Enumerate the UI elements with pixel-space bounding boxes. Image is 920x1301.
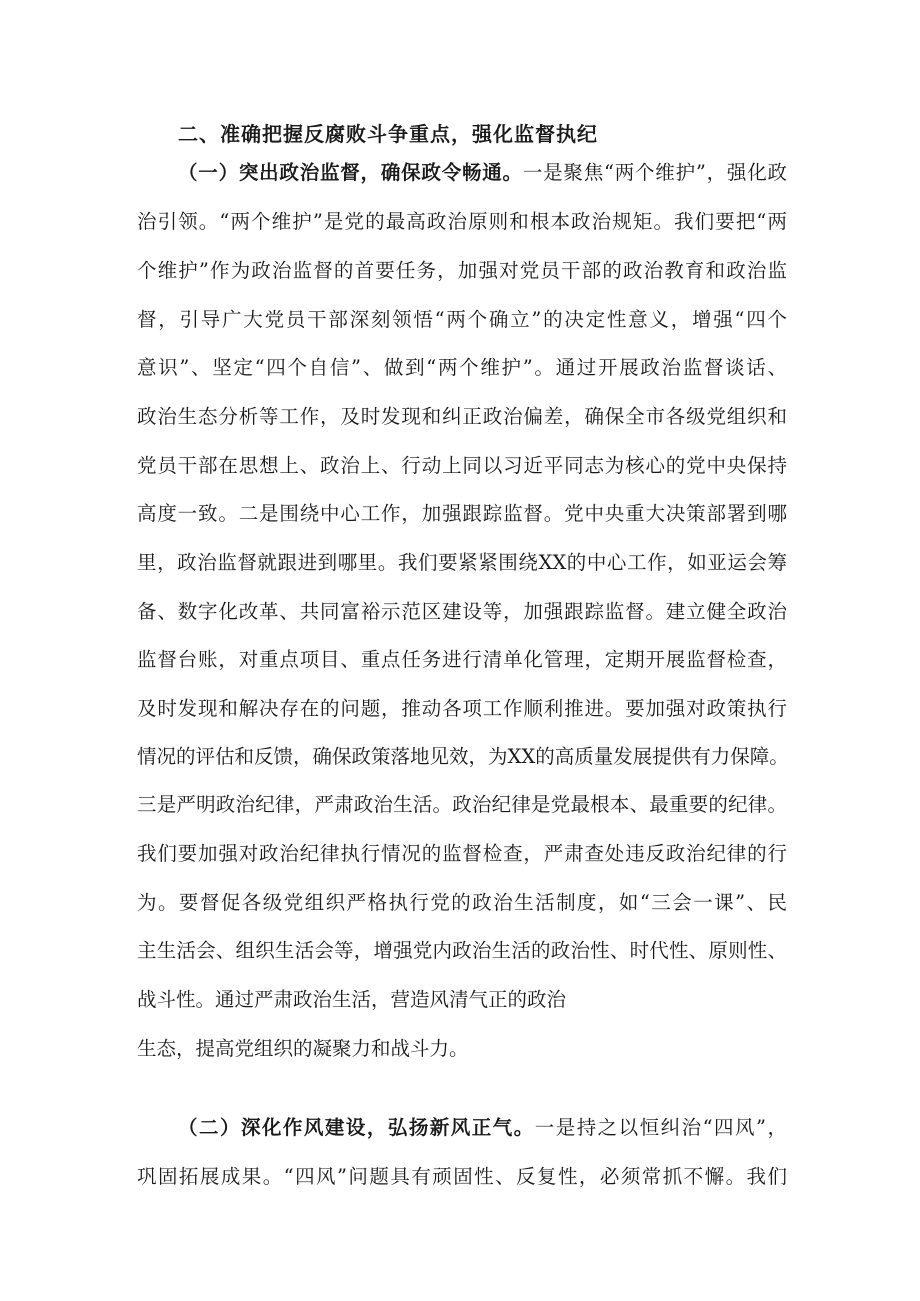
paragraph-1-line-10: 备、数字化改革、共同富裕示范区建设等，加强跟踪监督。建立健全政治: [137, 600, 787, 623]
paragraph-1-line-12: 及时发现和解决存在的问题，推动各项工作顺利推进。要加强对政策执行: [137, 697, 787, 720]
paragraph-1-line-5: 意识”、坚定“四个自信”、做到“两个维护”。通过开展政治监督谈话、: [137, 356, 787, 379]
paragraph-1-line-14: 三是严明政治纪律，严肃政治生活。政治纪律是党最根本、最重要的纪律。: [137, 793, 787, 816]
paragraph-1-line-2: 治引领。“两个维护”是党的最高政治原则和根本政治规矩。我们要把“两: [137, 210, 787, 233]
paragraph-2-line-1-text: 一是持之以恒纠治“四风”，: [534, 1116, 787, 1139]
paragraph-1-line-9: 里，政治监督就跟进到哪里。我们要紧紧围绕XX的中心工作，如亚运会筹: [137, 551, 787, 574]
paragraph-1-line-13: 情况的评估和反馈，确保政策落地见效，为XX的高质量发展提供有力保障。: [137, 745, 789, 768]
paragraph-1-line-18: 战斗性。通过严肃政治生活，营造风清气正的政治: [137, 988, 567, 1011]
paragraph-1-line-19: 生态，提高党组织的凝聚力和战斗力。: [137, 1037, 469, 1060]
section-heading: 二、准确把握反腐败斗争重点，强化监督执纪: [178, 122, 598, 146]
paragraph-1-line-8: 高度一致。二是围绕中心工作，加强跟踪监督。党中央重大决策部署到哪: [137, 502, 787, 525]
paragraph-2-line-1: [178, 1113, 787, 1143]
paragraph-2-lead: （二）深化作风建设，弘扬新风正气。: [178, 1116, 535, 1139]
paragraph-2-line-2: 巩固拓展成果。“四风”问题具有顽固性、反复性，必须常抓不懈。我们: [137, 1165, 787, 1188]
paragraph-1-line-1-text: 一是聚焦“两个维护”，强化政: [522, 161, 787, 184]
paragraph-1-line-4: 督，引导广大党员干部深刻领悟“两个确立”的决定性意义，增强“四个: [137, 308, 787, 331]
paragraph-1-line-6: 政治生态分析等工作，及时发现和纠正政治偏差，确保全市各级党组织和: [137, 405, 787, 428]
paragraph-1-line-11: 监督台账，对重点项目、重点任务进行清单化管理，定期开展监督检查，: [137, 648, 787, 671]
paragraph-1-line-7: 党员干部在思想上、政治上、行动上同以习近平同志为核心的党中央保持: [137, 454, 787, 477]
paragraph-1-line-3: 个维护”作为政治监督的首要任务，加强对党员干部的政治教育和政治监: [137, 259, 787, 282]
paragraph-1-line-15: 我们要加强对政治纪律执行情况的监督检查，严肃查处违反政治纪律的行: [137, 842, 787, 865]
paragraph-1-line-17: 主生活会、组织生活会等，增强党内政治生活的政治性、时代性、原则性、: [137, 939, 787, 962]
paragraph-1-lead: （一）突出政治监督，确保政令畅通。: [178, 161, 523, 184]
paragraph-1-line-1: [178, 158, 787, 188]
paragraph-1-line-16: 为。要督促各级党组织严格执行党的政治生活制度，如“三会一课”、民: [137, 891, 787, 914]
